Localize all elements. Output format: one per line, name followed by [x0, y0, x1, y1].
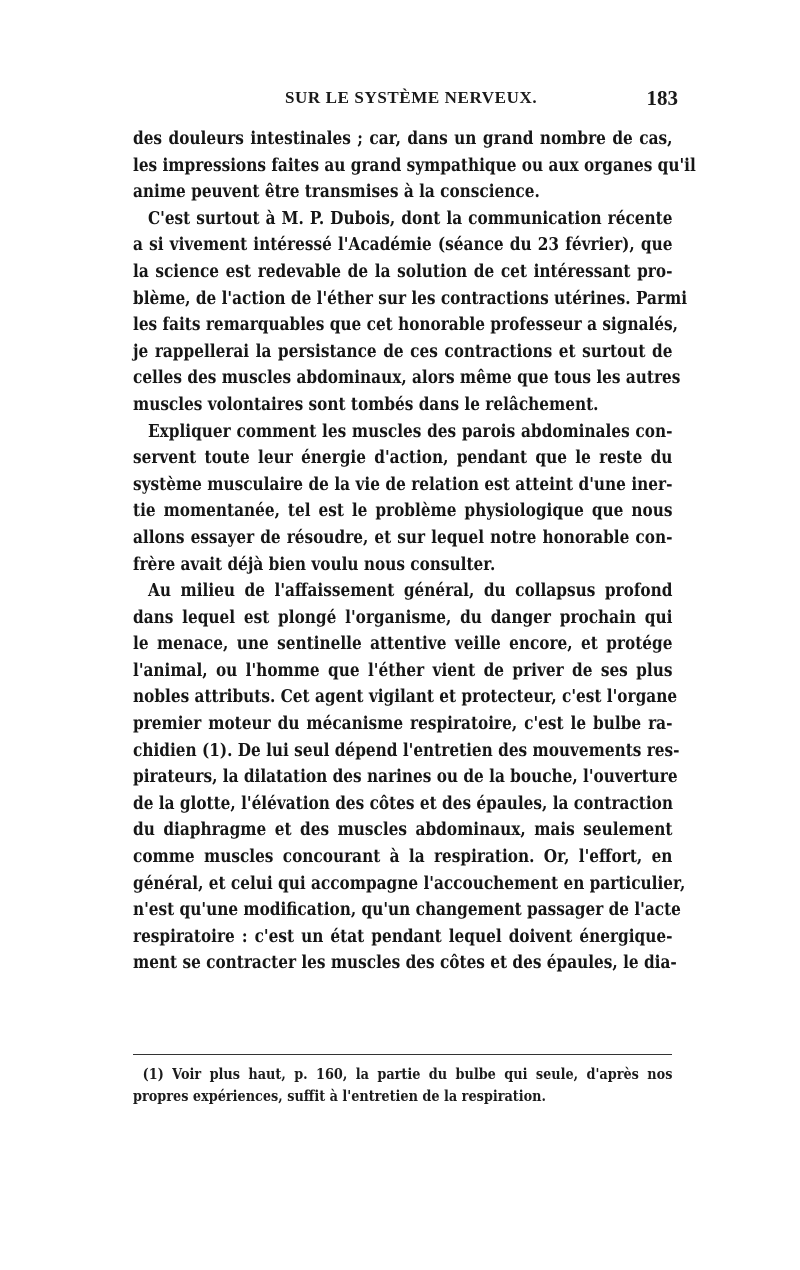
text-line: dans lequel est plongé l'organisme, du danger prochain qui	[133, 607, 673, 628]
page-header	[133, 88, 678, 114]
text-line: C'est surtout à M. P. Dubois, dont la communication récente	[147, 208, 673, 229]
page-number: 183	[646, 86, 678, 110]
text-line: chidien (1). De lui seul dépend l'entretien des mouvements res-	[133, 740, 680, 761]
text-line: premier moteur du mécanisme respiratoire, c'est le bulbe ra-	[133, 714, 673, 735]
text-line: les faits remarquables que cet honorable professeur a signalés,	[133, 315, 678, 336]
text-line: comme muscles concourant à la respiration. Or, l'effort, en	[133, 847, 673, 868]
text-line: de la glotte, l'élévation des côtes et des épaules, la contraction	[133, 793, 673, 814]
text-line: ment se contracter les muscles des côtes et des épaules, le dia-	[133, 953, 677, 974]
running-head: SUR LE SYSTÈME NERVEUX.	[285, 88, 538, 107]
text-line: Expliquer comment les muscles des parois abdominales con-	[147, 421, 673, 442]
text-line: la science est redevable de la solution de cet intéressant pro-	[133, 261, 673, 282]
text-line: nobles attributs. Cet agent vigilant et protecteur, c'est l'organe	[133, 687, 678, 708]
footnote-divider	[133, 1054, 672, 1055]
footnote-line: (1) Voir plus haut, p. 160, la partie du bulbe qui seule, d'après nos	[142, 1066, 673, 1083]
text-line: les impressions faites au grand sympathique ou aux organes qu'il	[133, 155, 696, 176]
text-line: général, et celui qui accompagne l'accouchement en particulier,	[133, 873, 686, 894]
text-line: système musculaire de la vie de relation est atteint d'une iner-	[133, 474, 673, 495]
text-line: du diaphragme et des muscles abdominaux, mais seulement	[133, 820, 673, 841]
text-line: je rappellerai la persistance de ces contractions et surtout de	[133, 341, 673, 362]
text-line: pirateurs, la dilatation des narines ou de la bouche, l'ouverture	[133, 767, 678, 788]
text-line: l'animal, ou l'homme que l'éther vient de priver de ses plus	[133, 660, 673, 681]
text-line: allons essayer de résoudre, et sur lequel notre honorable con-	[133, 527, 673, 548]
text-line: respiratoire : c'est un état pendant lequel doivent énergique-	[133, 926, 673, 947]
text-line: frère avait déjà bien voulu nous consulter.	[133, 554, 496, 575]
text-line: des douleurs intestinales ; car, dans un grand nombre de cas,	[133, 129, 673, 149]
text-line: Au milieu de l'affaissement général, du collapsus profond	[147, 581, 673, 602]
text-line: blème, de l'action de l'éther sur les contractions utérines. Parmi	[133, 288, 688, 309]
text-line: n'est qu'une modification, qu'un changement passager de l'acte	[133, 900, 681, 921]
text-line: servent toute leur énergie d'action, pendant que le reste du	[133, 448, 673, 469]
text-line: tie momentanée, tel est le problème physiologique que nous	[133, 501, 673, 522]
text-line: muscles volontaires sont tombés dans le relâchement.	[133, 394, 599, 415]
footnote-line: propres expériences, suffit à l'entretien de la respiration.	[133, 1088, 546, 1105]
text-line: celles des muscles abdominaux, alors même que tous les autres	[133, 368, 681, 389]
footnotes	[133, 1064, 672, 1108]
text-line: le menace, une sentinelle attentive veille encore, et protége	[133, 634, 673, 655]
text-line: anime peuvent être transmises à la conscience.	[133, 182, 540, 203]
body-text	[133, 126, 696, 977]
text-line: a si vivement intéressé l'Académie (séance du 23 février), que	[133, 235, 673, 256]
